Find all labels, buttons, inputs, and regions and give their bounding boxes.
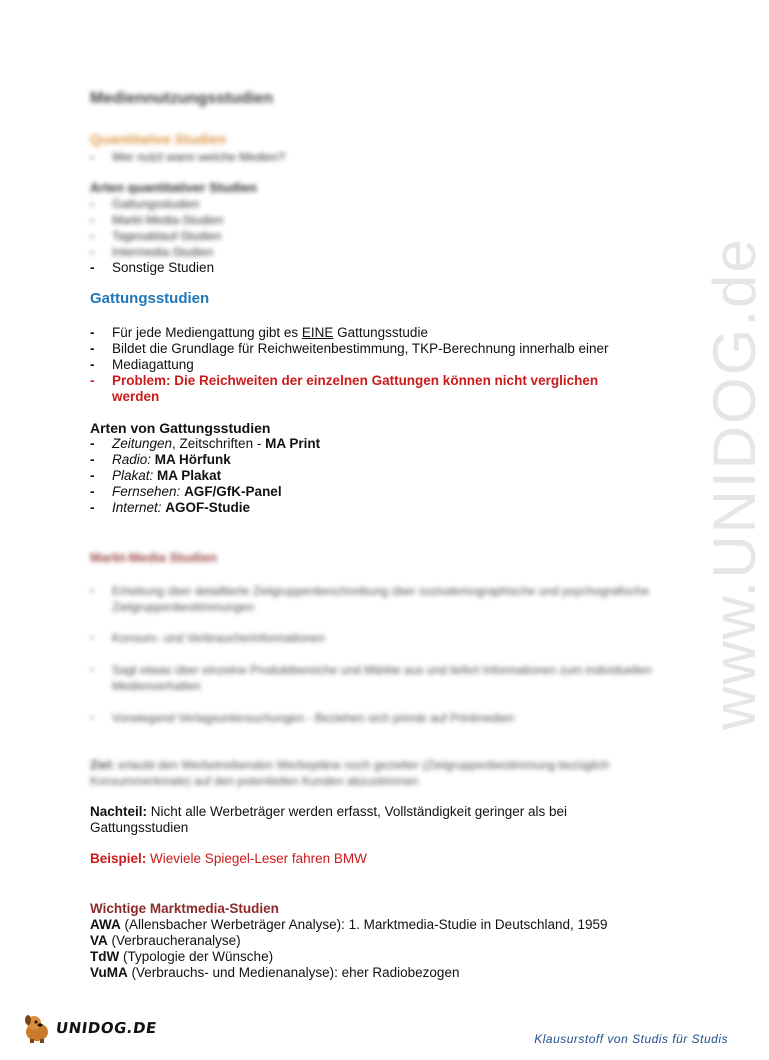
list-item: Konsum- und Verbraucherinformationen (112, 631, 325, 645)
watermark: www.UNIDOG.de (701, 237, 768, 730)
list-item: - Markt-Media-Studien (90, 213, 224, 227)
list-item: - Intermedia-Studien (90, 245, 214, 259)
quantitative-heading: Quantitative Studien (90, 131, 227, 147)
list-item: Vorwiegend Verlagsuntersuchungen - Beziehen sich primär auf Printmedien (112, 711, 515, 725)
studie-row: VA (Verbraucheranalyse) (90, 933, 241, 948)
list-dash: - (90, 630, 94, 644)
list-item: - Wer nutzt wann welche Medien? (90, 150, 286, 164)
list-item: - Internet: AGOF-Studie (90, 500, 251, 515)
list-item: - Für jede Mediengattung gibt es EINE Gattungsstudie (90, 325, 428, 340)
list-item: - Radio: MA Hörfunk (90, 452, 231, 467)
studie-row: TdW (Typologie der Wünsche) (90, 949, 274, 964)
list-dash: - (90, 662, 94, 676)
list-item: - Plakat: MA Plakat (90, 468, 222, 483)
arten-gattung-heading: Arten von Gattungsstudien (90, 420, 271, 436)
list-dash: - (90, 583, 94, 597)
problem-item: - Problem: Die Reichweiten der einzelnen Gattungen können nicht verglichen (90, 373, 599, 388)
markt-media-heading: Markt-Media Studien (90, 550, 218, 565)
page-title: Mediennutzungsstudien (90, 90, 274, 107)
nachteil-line-cont: Gattungsstudien (90, 820, 189, 835)
list-dash: - (90, 710, 94, 724)
problem-item-cont: werden (112, 389, 160, 404)
ziel-paragraph: Ziel: erlaubt den Werbetreibenden Werbepläne noch gezielter (Zielgruppenbestimmung bezüglich Konsummerkmale) auf den potentiellen Kunden abzustimmen (90, 758, 610, 788)
wichtige-studien-heading: Wichtige Marktmedia-Studien (90, 901, 279, 916)
list-item: - Sonstige Studien (90, 260, 215, 275)
list-item: - Gattungsstudien (90, 197, 200, 211)
studie-row: VuMA (Verbrauchs- und Medienanalyse): eher Radiobezogen (90, 965, 460, 980)
studie-row: AWA (Allensbacher Werbeträger Analyse): 1. Marktmedia-Studie in Deutschland, 1959 (90, 917, 608, 932)
list-item: Sagt etwas über einzelne Produktbereiche und Märkte aus und liefert Informationen zum individuellen Medienverhalten (112, 663, 652, 693)
beispiel-line: Beispiel: Wieviele Spiegel-Leser fahren BMW (90, 851, 367, 866)
nachteil-line: Nachteil: Nicht alle Werbeträger werden erfasst, Vollständigkeit geringer als bei (90, 804, 567, 819)
list-item: - Tagesablauf-Studien (90, 229, 222, 243)
logo-text: UNIDOG.DE (54, 1019, 158, 1037)
unidog-logo (22, 1012, 157, 1044)
arten-quant-heading: Arten quantitativer Studien (90, 180, 257, 195)
gattungsstudien-heading: Gattungsstudien (90, 290, 210, 307)
list-item: - Zeitungen, Zeitschriften - MA Print (90, 436, 321, 451)
list-item: - Fernsehen: AGF/GfK-Panel (90, 484, 282, 499)
list-item: - Bildet die Grundlage für Reichweitenbestimmung, TKP-Berechnung innerhalb einer (90, 341, 609, 356)
footer-tagline: Klausurstoff von Studis für Studis (534, 1032, 728, 1046)
dog-mascot-icon (22, 1012, 52, 1044)
list-item: Erhebung über detaillierte Zielgruppenbeschreibung über soziodemographische und psychografische Zielgruppenbestimmungen (112, 584, 650, 614)
list-item: - Mediagattung (90, 357, 194, 372)
